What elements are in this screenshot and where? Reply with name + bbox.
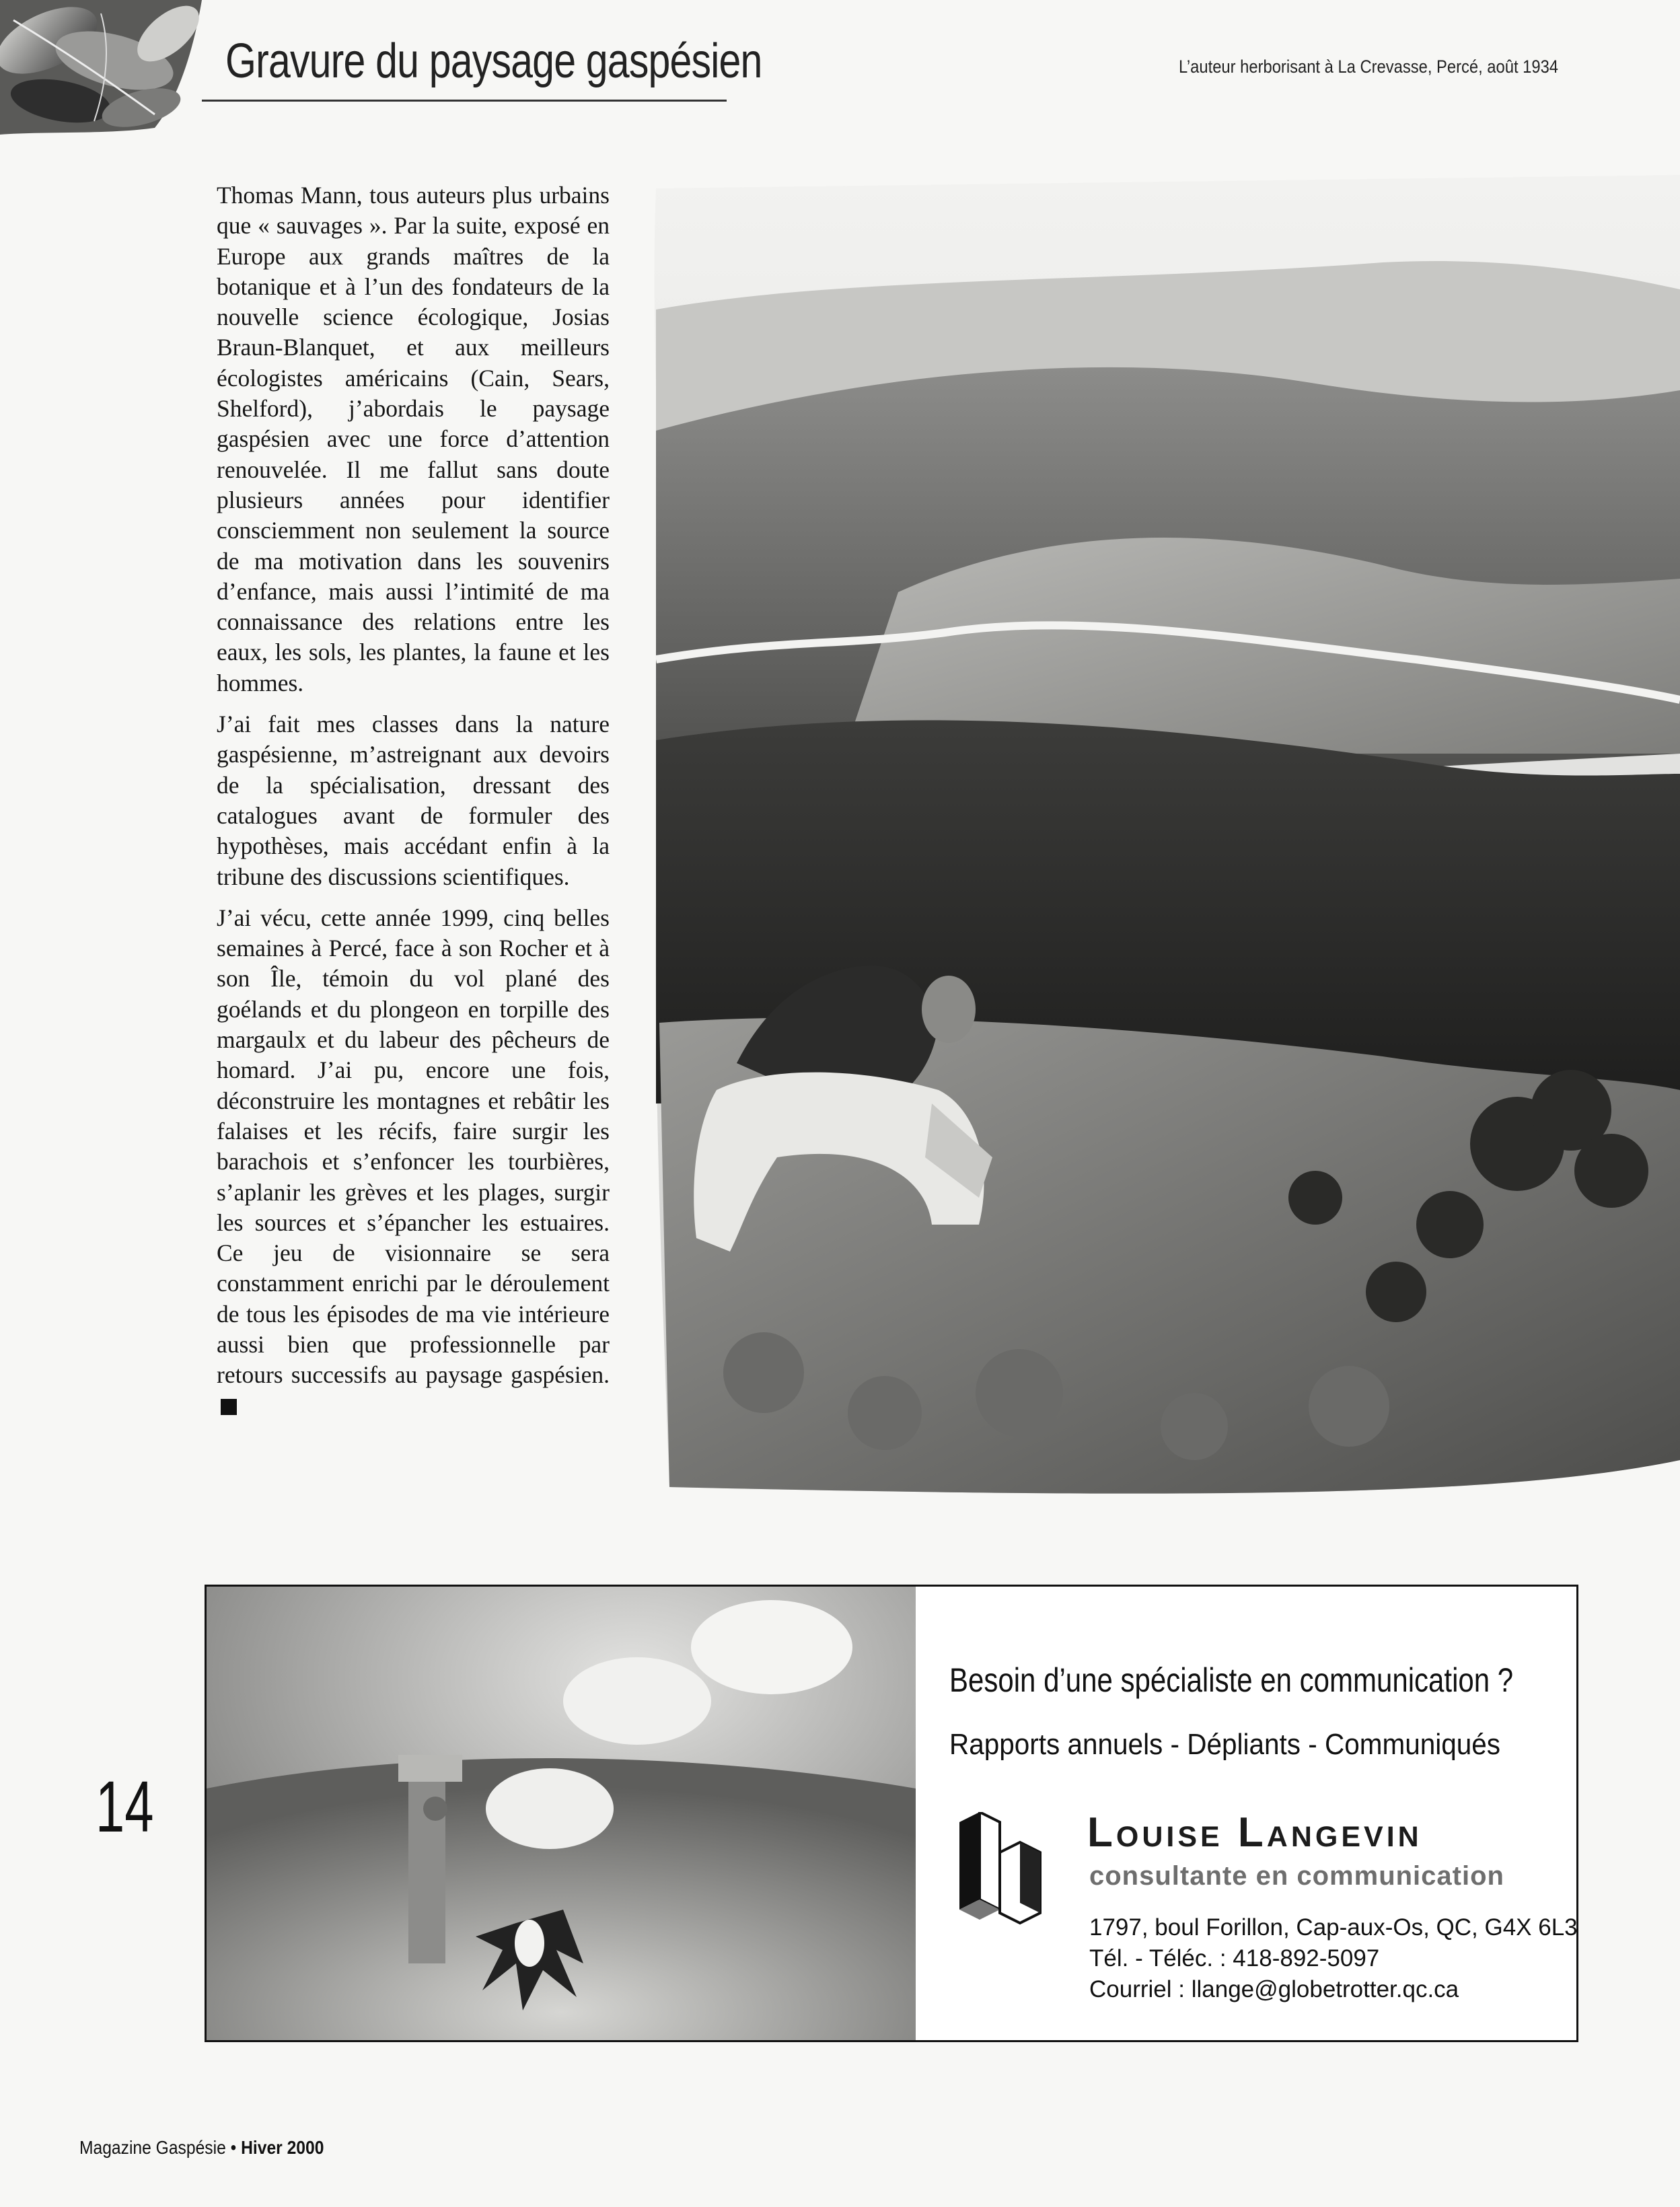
- ad-illustration: [207, 1587, 916, 2040]
- ad-headline: Besoin d’une spécialiste en communication ?: [949, 1661, 1514, 1699]
- ad-services: Rapports annuels - Dépliants - Communiqués: [949, 1728, 1501, 1761]
- company-logo-icon: [953, 1812, 1047, 1930]
- end-of-article-mark: [221, 1399, 237, 1415]
- article-paragraph: Thomas Mann, tous auteurs plus urbains que « sauvages ». Par la suite, exposé en Europe aux grands maîtres de la botanique et à l’un des fondateurs de la nouvelle science écologique, Josias Braun-Blanquet, et aux meilleurs écologistes américains (Cain, Sears, Shelford), j’abordais le paysage gaspésien avec une force d’attention renouvelée. Il me fallut sans doute plusieurs années pour identifier consciemment non seulement la source de ma motivation dans les souvenirs d’enfance, mais aussi l’intimité de ma connaissance des relations entre les eaux, les sols, les plantes, la faune et les hommes.: [217, 182, 610, 696]
- photo-caption: L’auteur herborisant à La Crevasse, Percé, août 1934: [1179, 57, 1559, 77]
- title-underline: [202, 100, 727, 102]
- landscape-photo: [643, 148, 1680, 1527]
- contact-phone: Tél. - Téléc. : 418-892-5097: [1089, 1945, 1380, 1971]
- issue-label: Hiver 2000: [241, 2137, 324, 2158]
- article-paragraph: [217, 903, 610, 1421]
- article-paragraph: J’ai fait mes classes dans la nature gaspésienne, m’astreignant aux devoirs de la spécialisation, dressant des catalogues avant de formuler des hypothèses, mais accédant enfin à la tribune des discussions scientifiques.: [217, 711, 610, 890]
- contact-email: Courriel : llange@globetrotter.qc.ca: [1089, 1976, 1459, 2002]
- consultant-role: consultante en communication: [1089, 1861, 1504, 1891]
- article-paragraph-text: J’ai vécu, cette année 1999, cinq belles semaines à Percé, face à son Rocher et à son Île, témoin du vol plané des goélands et du plongeon en torpille des margaulx et du labeur des pêcheurs de homard. J’ai pu, encore une fois, déconstruire les montagnes et rebâtir les falaises et les récifs, faire surgir les barachois et s’enfoncer les tourbières, s’aplanir les grèves et les plages, surgir les sources et s’épancher les estuaires. Ce jeu de visionnaire se sera constamment enrichi par le déroulement de tous les épisodes de ma vie intérieure aussi bien que professionnelle par retours successifs au paysage gaspésien.: [217, 904, 610, 1389]
- decorative-leaf-corner: [0, 0, 222, 135]
- article-body: [217, 180, 610, 1432]
- contact-block: [1089, 1912, 1578, 2005]
- contact-address: 1797, boul Forillon, Cap-aux-Os, QC, G4X 6L3: [1089, 1914, 1578, 1941]
- footer-separator: •: [230, 2137, 237, 2158]
- ad-text-panel: [916, 1587, 1576, 2040]
- magazine-name: Magazine Gaspésie: [79, 2137, 226, 2158]
- consultant-name: Louise Langevin: [1087, 1809, 1422, 1856]
- advertisement: [205, 1585, 1578, 2042]
- footer: [79, 2137, 324, 2159]
- section-title: Gravure du paysage gaspésien: [225, 34, 762, 88]
- page-number: 14: [96, 1766, 154, 1847]
